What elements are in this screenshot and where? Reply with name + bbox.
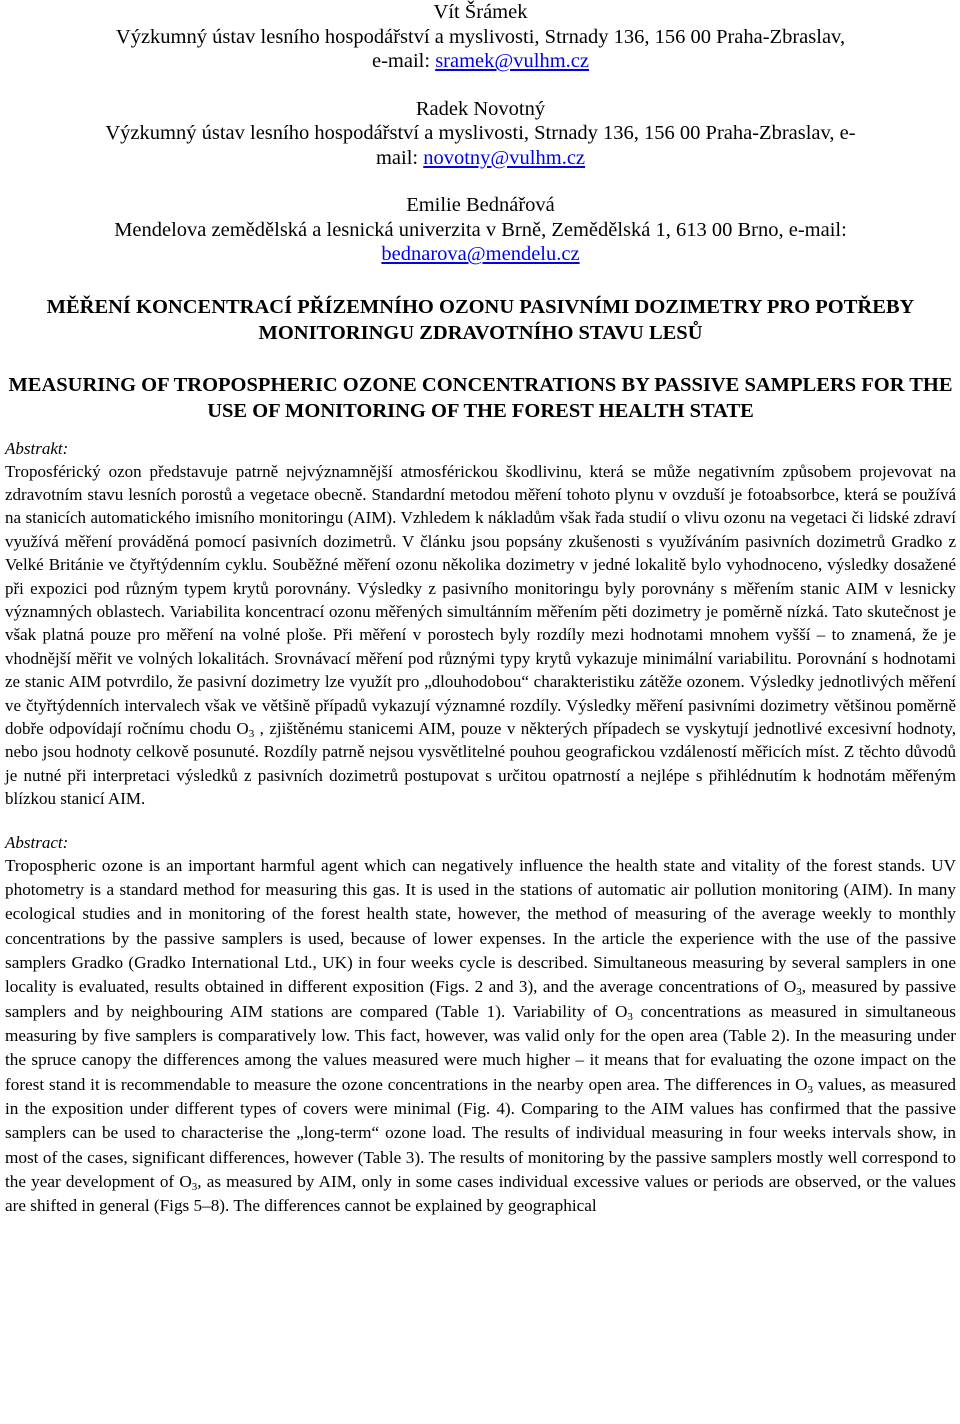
author-name: Vít Šrámek (433, 1, 528, 23)
author-block-3 (5, 193, 956, 267)
author-email-line (5, 49, 956, 74)
email-label: mail: (375, 146, 424, 169)
abstrakt-heading: Abstrakt: (5, 438, 69, 458)
author-affiliation: Výzkumný ústav lesního hospodářství a myslivosti, Strnady 136, 156 00 Praha-Zbraslav, (115, 25, 846, 48)
email-link[interactable]: sramek@vulhm.cz (435, 50, 589, 72)
paper-title-english: MEASURING OF TROPOSPHERIC OZONE CONCENTRATIONS BY PASSIVE SAMPLERS FOR THE USE OF MONITORING OF THE FOREST HEALTH STATE (8, 373, 953, 422)
author-block-2 (5, 97, 956, 171)
email-link[interactable]: novotny@vulhm.cz (423, 146, 586, 169)
paper-title-czech: MĚŘENÍ KONCENTRACÍ PŘÍZEMNÍHO OZONU PASIVNÍMI DOZIMETRY PRO POTŘEBY MONITORINGU ZDRAVOTNÍHO STAVU LESŮ (46, 295, 915, 344)
author-affiliation: Mendelova zemědělská a lesnická univerzita v Brně, Zemědělská 1, 613 00 Brno, e-mail: (114, 218, 847, 241)
author-email-line (5, 242, 956, 267)
author-name: Radek Novotný (415, 97, 546, 120)
author-name: Emilie Bednářová (406, 194, 555, 216)
abstract-heading: Abstract: (5, 832, 69, 852)
author-affiliation: Výzkumný ústav lesního hospodářství a myslivosti, Strnady 136, 156 00 Praha-Zbraslav, e- (105, 122, 856, 144)
abstrakt-paragraph: Troposférický ozon představuje patrně nejvýznamnější atmosférickou škodlivinu, která se může negativním způsobem projevovat na zdravotním stavu lesních porostů a vegetace obecně. Standardní metodou měření tohoto plynu v ovzduší je fotoabsorbce, která se používá na stanicích automatického imisního monitoringu (AIM). Vzhledem k nákladům však řada studií o vlivu ozonu na vegetaci či lidské zdraví využívá měření prováděná pomocí pasivních dozimetrů. V článku jsou popsány zkušenosti s využíváním pasivních dozimetrů Gradko z Velké Británie ve čtyřtýdenním cyklu. Souběžné měření ozonu několika dozimetry v jedné lokalitě bylo vyhodnoceno, výsledky dosažené při expozici pod různým typem krytů porovnány. Výsledky z pasivního monitoringu byly porovnány s měřením stanic AIM v lesnicky významných oblastech. Variabilita koncentrací ozonu měřených simultánním měřením pěti dozimetry je poměrně nízká. Tato skutečnost je však platná pouze pro měření na volné ploše. Při měření v porostech byly rozdíly mezi hodnotami mnohem vyšší – to znamená, že je vhodnější měřit ve volných lokalitách. Srovnávací měření pod různými typy krytů vykazuje minimální variabilitu. Porovnání s hodnotami ze stanic AIM potvrdilo, že pasivní dozimetry lze využít pro „dlouhodobou“ charakteristiku zátěže ozonem. Výsledky jednotlivých měření ve čtyřtýdenních intervalech však ve většině případů vykazují významné rozdíly. Výsledky měření pasivními dozimetry většinou poměrně dobře odpovídají ročnímu chodu $O_3$ , zjištěnému stanicemi AIM, pouze v některých případech se vyskytují jednotlivé excesivní hodnoty, nebo jsou hodnoty celkově posunuté. Rozdíly patrně nejsou vysvětlitelné pouhou geografickou vzdáleností měřicích míst. Z těchto důvodů je nutné při interpretaci výsledků z pasivních dozimetrů postupovat s určitou opatrností a nejlépe s přihlédnutím k hodnotám měřeným blízkou stanicí AIM. (5, 461, 956, 809)
author-email-line (5, 146, 956, 171)
abstract-paragraph: Tropospheric ozone is an important harmful agent which can negatively influence the health state and vitality of the forest stands. UV photometry is a standard method for measuring this gas. It is used in the stations of automatic air pollution monitoring (AIM). In many ecological studies and in monitoring of the forest health state, however, the method of measuring of the average weekly to monthly concentrations by the passive samplers is used, because of lower expenses. In the article the experience with the use of the passive samplers Gradko (Gradko International Ltd., UK) in four weeks cycle is described. Simultaneous measuring by several samplers in one locality is evaluated, results obtained in different exposition (Figs. 2 and 3), and the average concentrations of $O_3$, measured by passive samplers and by neighbouring AIM stations are compared (Table 1). Variability of $O_3$ concentrations as measured in simultaneous measuring by five samplers is comparatively low. This fact, however, was valid only for the open area (Table 2). In the measuring under the spruce canopy the differences among the values measured were much higher – it means that for evaluating the ozone impact on the forest stand it is recommendable to measure the ozone concentrations in the nearby open area. The differences in $O_3$ values, as measured in the exposition under different types of covers were minimal (Fig. 4). Comparing to the AIM values has confirmed that the passive samplers can be used to characterise the „long-term“ ozone load. The results of individual measuring in four weeks intervals show, in most of the cases, significant differences, however (Table 3). The results of monitoring by the passive samplers mostly well correspond to the year development of $O_3$, as measured by AIM, only in some cases individual excessive values or periods are observed, or the values are shifted in general (Figs 5–8). The differences cannot be explained by geographical (5, 855, 957, 1216)
email-link[interactable]: bednarova@mendelu.cz (381, 243, 580, 265)
author-block-1 (5, 0, 956, 74)
email-label: e-mail: (372, 50, 436, 72)
title-block (5, 294, 956, 424)
